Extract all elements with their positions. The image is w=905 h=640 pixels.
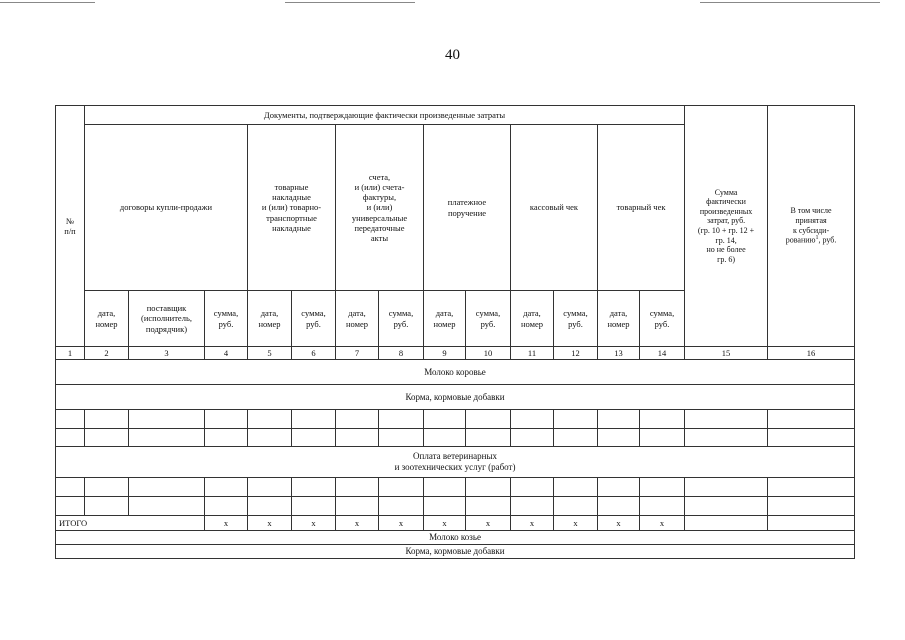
page-number: 40 — [445, 47, 460, 63]
column-number: 12 — [554, 347, 598, 360]
documents-group-header: Документы, подтверждающие фактически произведенные затраты — [85, 106, 685, 125]
column-number: 2 — [85, 347, 129, 360]
col-15-header: Сумма фактически произведенных затрат, руб. (гр. 10 + гр. 12 + гр. 14, но не более гр. 6) — [685, 106, 768, 347]
footnote-mark: 1 — [815, 235, 819, 242]
top-edge-line-right — [700, 2, 880, 3]
x-mark: x — [511, 516, 554, 531]
expense-documents-table — [55, 105, 855, 559]
x-mark: x — [379, 516, 424, 531]
column-number: 10 — [466, 347, 511, 360]
col-16-label-unit: , руб. — [818, 235, 837, 245]
x-mark: x — [466, 516, 511, 531]
group-payment-order: платежное поручение — [424, 125, 511, 291]
table-row — [56, 410, 855, 429]
group-cash-receipt: кассовый чек — [511, 125, 598, 291]
section-row — [56, 545, 855, 559]
section-row — [56, 447, 855, 478]
subhead-date-number: дата, номер — [511, 291, 554, 347]
column-number: 8 — [379, 347, 424, 360]
table-row — [56, 497, 855, 516]
x-mark: x — [248, 516, 292, 531]
col-16-header — [768, 106, 855, 347]
subhead-date-number: дата, номер — [85, 291, 129, 347]
total-col-16 — [768, 516, 855, 531]
x-mark: x — [598, 516, 640, 531]
group-sales-receipt: товарный чек — [598, 125, 685, 291]
subhead-date-number: дата, номер — [598, 291, 640, 347]
column-number: 5 — [248, 347, 292, 360]
column-number: 16 — [768, 347, 855, 360]
subhead-sum: сумма, руб. — [640, 291, 685, 347]
column-number: 9 — [424, 347, 466, 360]
x-mark: x — [640, 516, 685, 531]
total-col-15 — [685, 516, 768, 531]
section-row — [56, 531, 855, 545]
x-mark: x — [336, 516, 379, 531]
column-number: 7 — [336, 347, 379, 360]
subhead-sum: сумма, руб. — [379, 291, 424, 347]
x-mark: x — [292, 516, 336, 531]
column-number: 11 — [511, 347, 554, 360]
subhead-date-number: дата, номер — [248, 291, 292, 347]
column-number: 15 — [685, 347, 768, 360]
subhead-sum: сумма, руб. — [466, 291, 511, 347]
section-vet-services: Оплата ветеринарных и зоотехнических услуг (работ) — [56, 447, 855, 478]
total-label: ИТОГО — [56, 516, 205, 531]
section-row — [56, 385, 855, 410]
subhead-sum: сумма, руб. — [554, 291, 598, 347]
section-milk-goat: Молоко козье — [56, 531, 855, 545]
x-mark: x — [424, 516, 466, 531]
table-row — [56, 429, 855, 447]
column-number: 4 — [205, 347, 248, 360]
column-number: 14 — [640, 347, 685, 360]
subhead-sum: сумма, руб. — [292, 291, 336, 347]
x-mark: x — [205, 516, 248, 531]
top-edge-line-left — [0, 2, 95, 3]
column-numbers-row — [56, 347, 855, 360]
top-edge-line-mid — [285, 2, 415, 3]
section-milk-cow: Молоко коровье — [56, 360, 855, 385]
x-mark: x — [554, 516, 598, 531]
section-feed: Корма, кормовые добавки — [56, 385, 855, 410]
group-purchase-contracts: договоры купли-продажи — [85, 125, 248, 291]
section-row — [56, 360, 855, 385]
column-number: 6 — [292, 347, 336, 360]
subhead-supplier: поставщик (исполнитель, подрядчик) — [129, 291, 205, 347]
col-16-label-main: В том числе принятая к субсиди- рованию — [785, 206, 832, 245]
col-num-header: № п/п — [56, 106, 85, 347]
subhead-sum: сумма, руб. — [205, 291, 248, 347]
section-feed-goat: Корма, кормовые добавки — [56, 545, 855, 559]
column-number: 1 — [56, 347, 85, 360]
total-row — [56, 516, 855, 531]
column-number: 13 — [598, 347, 640, 360]
table-row — [56, 478, 855, 497]
subhead-date-number: дата, номер — [424, 291, 466, 347]
group-invoices: счета, и (или) счета- фактуры, и (или) универсальные передаточные акты — [336, 125, 424, 291]
group-waybills: товарные накладные и (или) товарно- транспортные накладные — [248, 125, 336, 291]
subhead-date-number: дата, номер — [336, 291, 379, 347]
column-number: 3 — [129, 347, 205, 360]
